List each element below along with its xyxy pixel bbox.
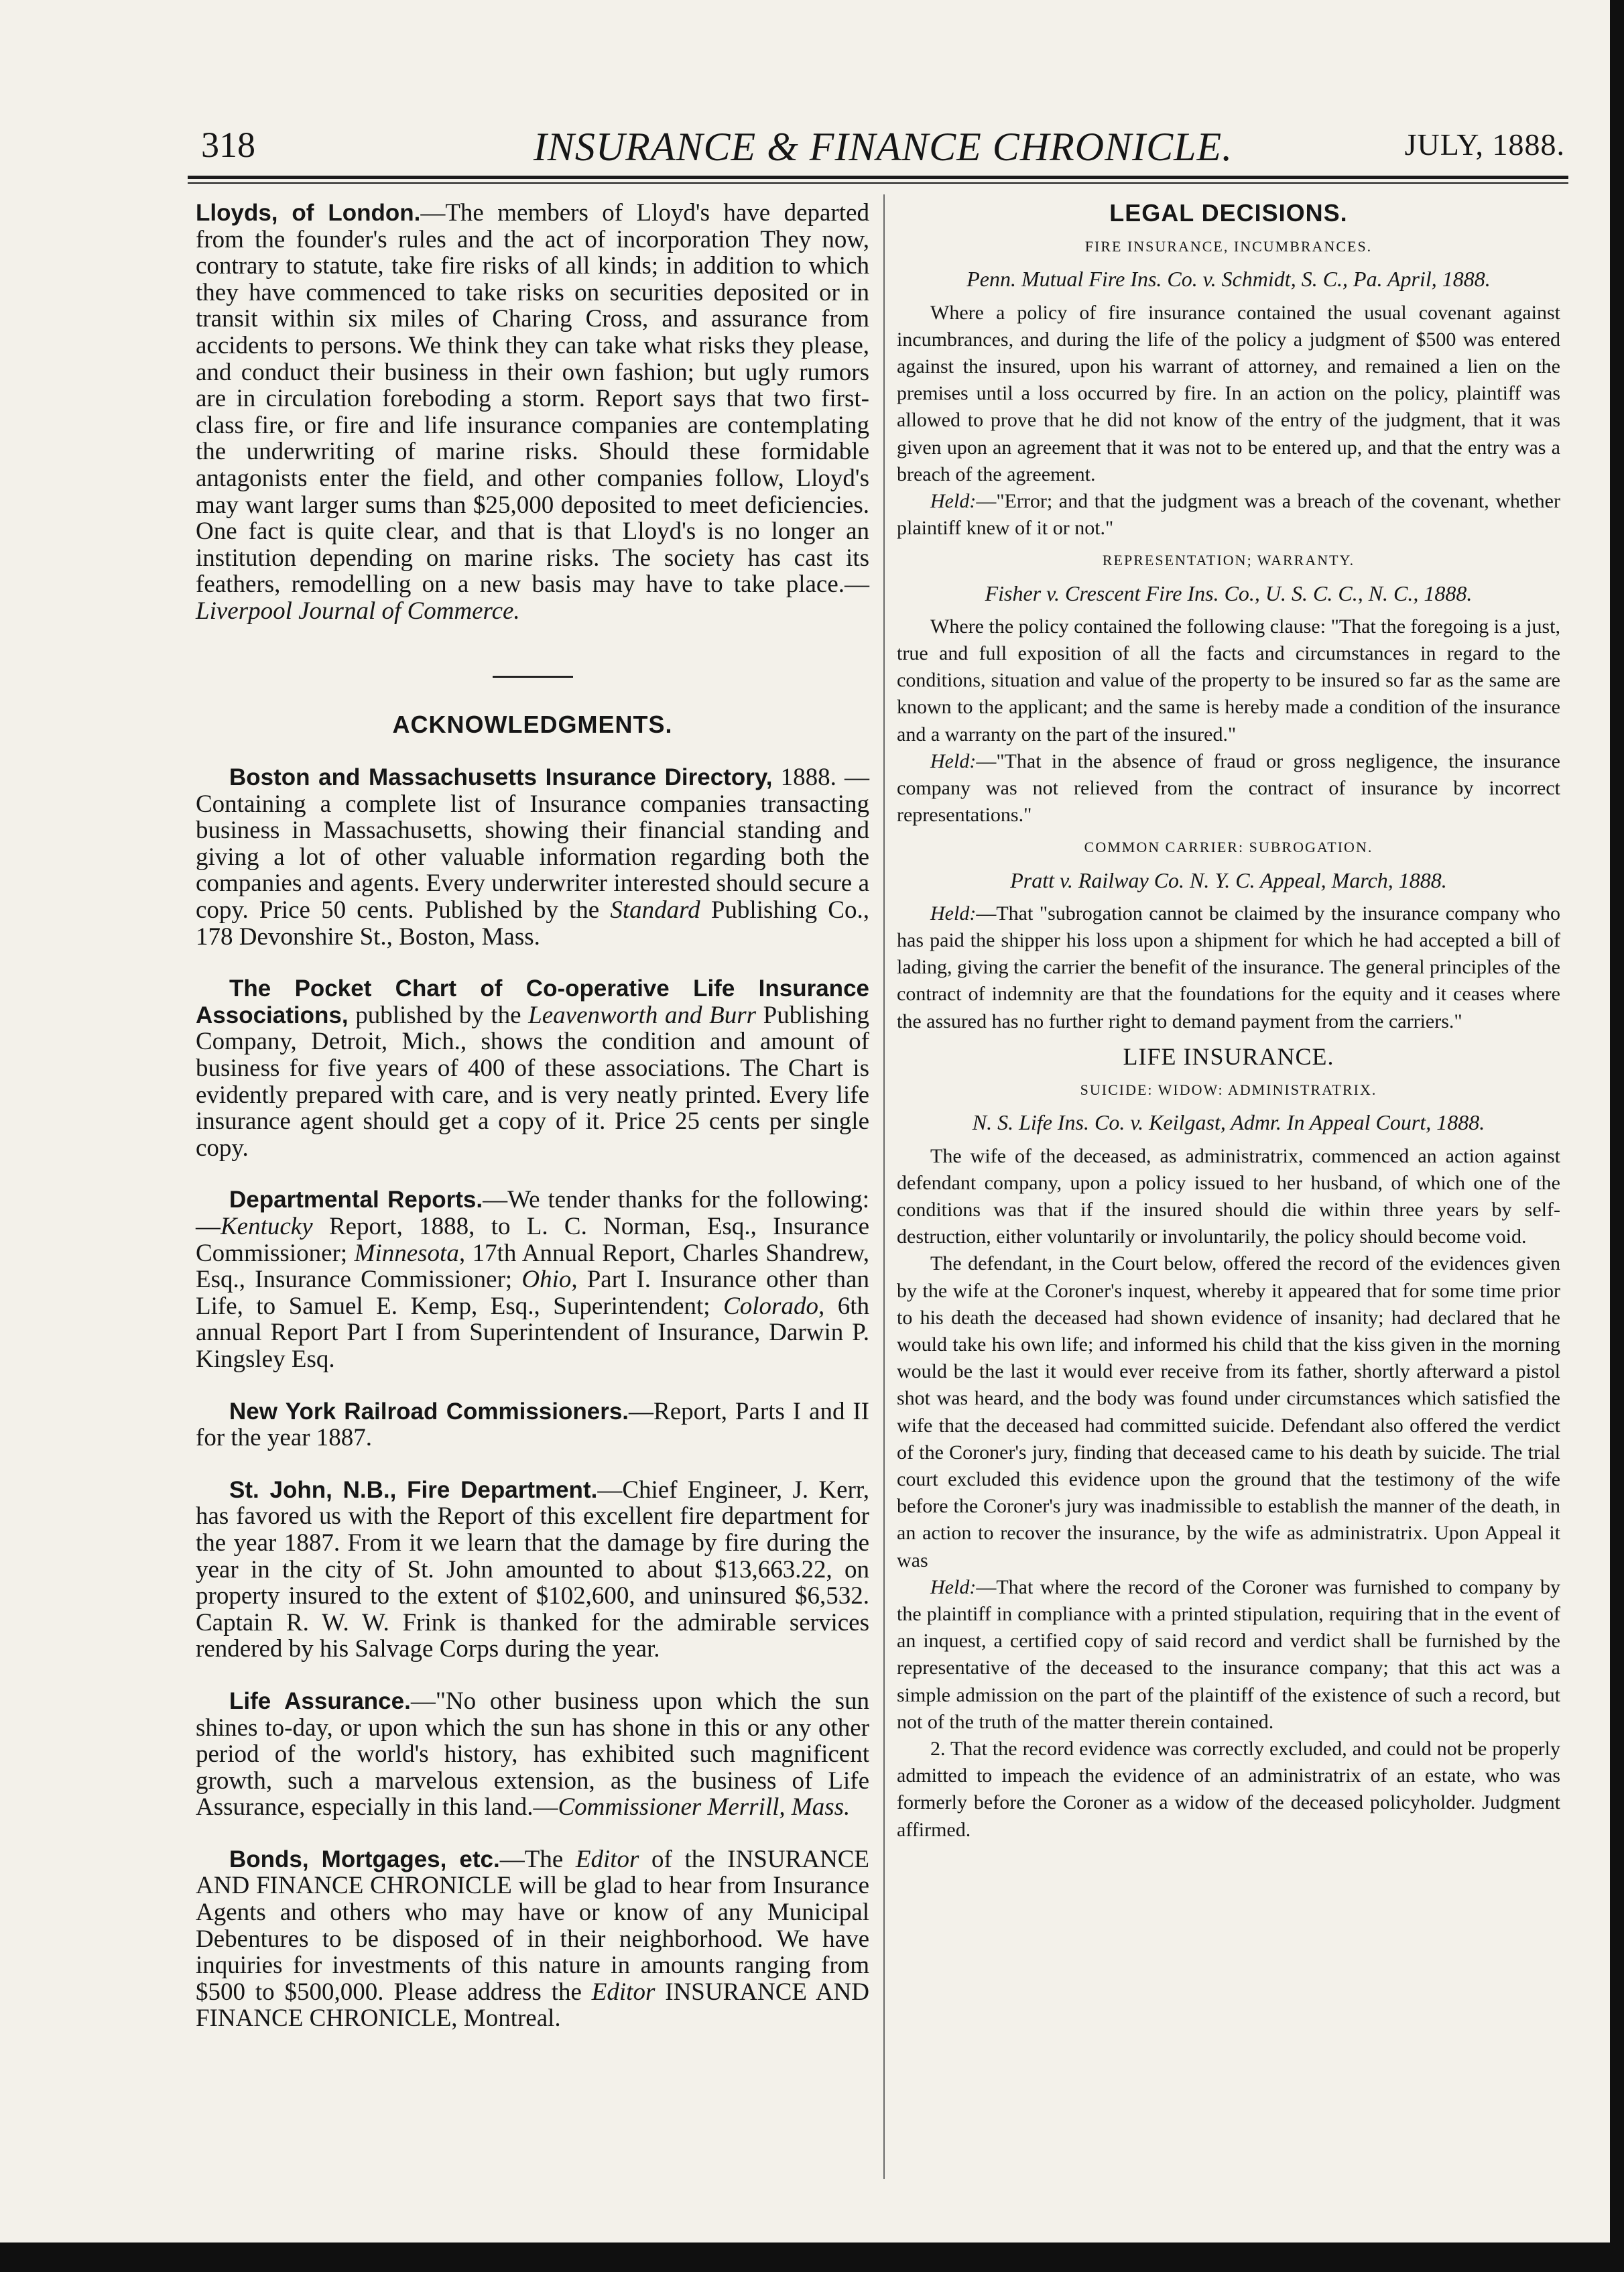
boston-lead: Boston and Massachusetts Insurance Directory,: [229, 764, 773, 791]
departmental-paragraph: [196, 1187, 869, 1372]
bonds-lead: Bonds, Mortgages, etc.: [229, 1846, 500, 1872]
scan-bottom-border: [0, 2243, 1624, 2272]
representation-held-label: Held:: [930, 750, 977, 772]
suicide-body-2: The defendant, in the Court below, offered the record of the evidences given by the wife at the Coroner's inquest, whereby it appeared that for some time prior to his death the deceased had shown evidence of insanity; had declared that he would take his own life; and informed his child that the kiss given in the morning would be the last it would ever receive from its father, shortly afterward a pistol shot was heard, and the body was found under circumstances which satisfied the wife that the deceased had committed suicide. Defendant also offered the verdict of the Coroner's jury, finding that deceased came to his death by suicide. The trial court excluded this evidence upon the ground that the testimony of the wife before the Coroner's jury was inadmissible to establish the manner of the death, in an action to recover the insurance, by the wife as administratrix. Upon Appeal it was: [897, 1252, 1560, 1571]
life-insurance-heading: LIFE INSURANCE.: [1123, 1042, 1334, 1070]
stjohn-text: —Chief Engineer, J. Kerr, has favored us with the Report of this excellent fire department for the year 1887. From it we learn that the damage by fire during the year in the city of St. John amounted to about $13,663.22, on property insured to the extent of $102,600, and uninsured $6,532. Captain R. W. W. Frink is thanked for the admirable services rendered by his Salvage Corps during the year.: [196, 1476, 869, 1663]
lloyds-source: Liverpool Journal of Commerce.: [196, 597, 520, 625]
bonds-text-1: —The: [499, 1845, 576, 1873]
header-rule-thick: [188, 176, 1568, 179]
representation-held: [897, 748, 1560, 829]
page-number: 318: [201, 125, 255, 165]
suicide-held-label: Held:: [930, 1575, 977, 1598]
carrier-held-text: —That "subrogation cannot be claimed by the insurance company who has paid the shipper his loss upon a shipment for which he had accepted a bill of lading, giving the carrier the benefit of the insurance. The general principles of the contract of indemnity are that the foundations for the equity and it ceases where the assured has no further right to demand payment from the carriers.": [897, 902, 1560, 1032]
fire-body: Where a policy of fire insurance contained the usual covenant against incumbrances, and during the life of the policy a judgment of $500 was entered against the insured, upon his warrant of attorney, and remained a lien on the premises until a loss occurred by fire. In an action on the policy, plaintiff was allowed to prove that he did not know of the entry of the judgment, that it was given upon an agreement that it was not to be entered up, and that the entry was a breach of the agreement.: [897, 301, 1560, 485]
representation-subhead: REPRESENTATION; WARRANTY.: [1102, 552, 1355, 569]
header-rule-thin: [188, 182, 1568, 184]
life-assurance-source: Commissioner Merrill, Mass.: [558, 1793, 851, 1821]
representation-body: Where the policy contained the following clause: "That the foregoing is a just, true and full exposition of all the facts and circumstances in regard to the conditions, situation and value of the property to be insured so far as the same are known to the applicant; and the same is hereby made a condition of the insurance and a warranty on the part of the insured.": [897, 615, 1560, 745]
fire-held-text: —"Error; and that the judgment was a breach of the covenant, whether plaintiff knew of it or not.": [897, 490, 1560, 540]
bonds-text-2: of the INSURANCE AND FINANCE CHRONICLE will be glad to hear from Insurance Agents and others who may have or know of any Municipal Debentures to be disposed of in their neighborhood. We have inquiries for investments of this nature in amounts ranging from $500 to $500,000. Please address the: [196, 1845, 869, 2006]
pocket-chart-lead: The Pocket Chart of Co-operative Life Insurance Associations,: [196, 975, 869, 1028]
fire-held: [897, 488, 1560, 542]
departmental-text-4: Part I. Insurance other than Life, to Samuel E. Kemp, Esq., Superintendent;: [196, 1266, 869, 1320]
boston-text-2: Publishing Co., 178 Devonshire St., Boston, Mass.: [196, 896, 869, 951]
carrier-held-label: Held:: [930, 902, 977, 924]
legal-decisions-heading: LEGAL DECISIONS.: [1109, 199, 1348, 227]
pocket-chart-text-1: published by the: [348, 1001, 529, 1029]
carrier-held: [897, 900, 1560, 1035]
life-assurance-lead: Life Assurance.: [229, 1687, 411, 1714]
boston-text-1: 1888. —Containing a complete list of Insurance companies transacting business in Massachusetts, showing their financial standing and giving a lot of other valuable information regarding both the companies and agents. Every underwriter interested should secure a copy. Price 50 cents. Published by the: [196, 764, 870, 924]
departmental-text-3: 17th Annual Report, Charles Shandrew, Esq., Insurance Commissioner;: [196, 1239, 869, 1294]
page-header: [201, 124, 1565, 171]
suicide-subhead: SUICIDE: WIDOW: ADMINISTRATRIX.: [1080, 1081, 1377, 1099]
stjohn-lead: St. John, N.B., Fire Department.: [229, 1476, 598, 1503]
pocket-chart-paragraph: [196, 975, 869, 1161]
suicide-case-title: N. S. Life Ins. Co. v. Keilgast, Admr. In Appeal Court, 1888.: [972, 1110, 1485, 1135]
carrier-case-title: Pratt v. Railway Co. N. Y. C. Appeal, March, 1888.: [1010, 868, 1447, 892]
lloyds-paragraph: [196, 200, 869, 625]
running-title: INSURANCE & FINANCE CHRONICLE.: [533, 125, 1233, 169]
lloyds-text: —The members of Lloyd's have departed from the founder's rules and the act of incorporation They now, contrary to statute, take fire risks of all kinds; in addition to which they have commenced to take risks on securities deposited or in transit within six miles of Charing Cross, and assurance from accidents to persons. We think they can take what risks they please, and conduct their business in their own fashion; but ugly rumors are in circulation foreboding a storm. Report says that two first-class fire, or fire and life insurance companies are contemplating the underwriting of marine risks. Should these formidable antagonists enter the field, and other companies follow, Lloyd's may want larger sums than $25,000 deposited to meet deficiencies. One fact is quite clear, and that is that Lloyd's is no longer an institution depending on marine risks. The society has cast its feathers, remodelling on a new basis may have to take place.—: [196, 199, 869, 599]
representation-held-text: —"That in the absence of fraud or gross negligence, the insurance company was not relieved from the contract of insurance by incorrect representations.": [897, 750, 1560, 827]
departmental-ohio: Ohio,: [521, 1266, 578, 1294]
boston-paragraph: [196, 764, 869, 950]
suicide-body-1: The wife of the deceased, as administratrix, commenced an action against defendant company, upon a policy issued to her husband, of which one of the conditions was that if the insured should die within three years by self-destruction, either voluntarily or involuntarily, the policy should become void.: [897, 1144, 1560, 1248]
suicide-held-text: —That where the record of the Coroner was furnished to company by the plaintiff in compliance with a printed stipulation, requiring that in the event of an inquest, a certified copy of said record and verdict shall be furnished by the representative of the deceased to the insurance company; that this act was a simple admission on the part of the plaintiff of the existence of such a record, but not of the truth of the matter therein contained.: [897, 1575, 1560, 1733]
suicide-held: [897, 1574, 1560, 1736]
bonds-paragraph: [196, 1846, 869, 2032]
issue-date: JULY, 1888.: [1404, 127, 1565, 162]
life-assurance-text: —"No other business upon which the sun shines to-day, or upon which the sun has shone in this or any other period of the world's history, has exhibited such magnificent growth, such a marvelous extension, as the business of Life Assurance, especially in this land.—: [196, 1687, 869, 1821]
newyork-lead: New York Railroad Commissioners.: [229, 1398, 629, 1425]
departmental-text-2: Report, 1888, to L. C. Norman, Esq., Insurance Commissioner;: [196, 1213, 869, 1267]
stjohn-paragraph: [196, 1477, 869, 1663]
suicide-body-3: 2. That the record evidence was correctly excluded, and could not be properly admitted to impeach the evidence of an administratrix of an estate, who was formerly before the Coroner as a widow of the deceased policyholder. Judgment affirmed.: [897, 1737, 1560, 1841]
acknowledgments-heading: ACKNOWLEDGMENTS.: [392, 710, 673, 738]
carrier-subhead: COMMON CARRIER: SUBROGATION.: [1084, 839, 1373, 856]
departmental-kentucky: Kentucky: [221, 1213, 313, 1240]
column-divider: [883, 194, 885, 2179]
newyork-paragraph: [196, 1398, 869, 1451]
departmental-lead: Departmental Reports.: [229, 1187, 483, 1213]
departmental-minnesota: Minnesota,: [354, 1239, 466, 1267]
bonds-italic: Editor: [575, 1845, 639, 1873]
boston-italic: Standard: [610, 896, 700, 924]
pocket-chart-text-2: Publishing Company, Detroit, Mich., shows the condition and amount of business for five years of 400 of these associations. The Chart is evidently prepared with care, and is very neatly printed. Every life insurance agent should get a copy of it. Price 25 cents per single copy.: [196, 1001, 869, 1162]
life-assurance-paragraph: [196, 1688, 869, 1821]
departmental-text-1: —We tender thanks for the following:—: [196, 1186, 869, 1240]
fire-held-label: Held:: [930, 490, 977, 513]
scan-right-border: [1610, 0, 1624, 2272]
newyork-text: —Report, Parts I and II for the year 1887.: [196, 1397, 869, 1452]
bonds-text-3: INSURANCE AND FINANCE CHRONICLE, Montreal.: [196, 1978, 869, 2033]
representation-case-title: Fisher v. Crescent Fire Ins. Co., U. S. C. C., N. C., 1888.: [985, 581, 1473, 605]
fire-case-title: Penn. Mutual Fire Ins. Co. v. Schmidt, S. C., Pa. April, 1888.: [966, 267, 1491, 292]
bonds-italic-2: Editor: [591, 1978, 655, 2006]
departmental-text-5: 6th annual Report Part I from Superintendent of Insurance, Darwin P. Kingsley Esq.: [196, 1292, 870, 1373]
left-column: [196, 200, 869, 2032]
fire-subhead: FIRE INSURANCE, INCUMBRANCES.: [1084, 238, 1373, 255]
section-divider: [493, 676, 573, 678]
departmental-colorado: Colorado,: [723, 1292, 825, 1320]
pocket-chart-italic: Leavenworth and Burr: [528, 1001, 757, 1029]
right-column: [897, 200, 1560, 1844]
lloyds-lead: Lloyds, of London.: [196, 200, 421, 226]
